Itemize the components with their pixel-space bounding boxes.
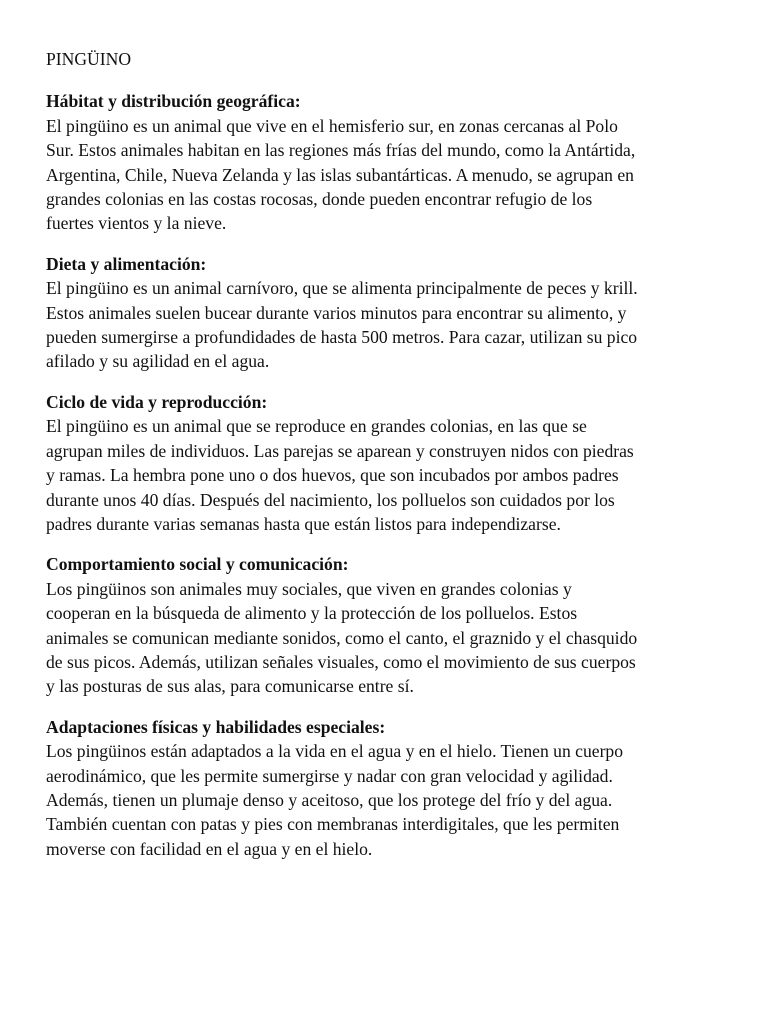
section-body: El pingüino es un animal carnívoro, que se alimenta principalmente de peces y krill. Estos animales suelen bucear durante varios minutos para encontrar su alimento, y pueden sumergirse a profundidades de hasta 500 metros. Para cazar, utilizan su pico afilado y su agilidad en el agua. [46, 278, 638, 372]
section-diet [46, 252, 736, 374]
document-title: PINGÜINO [46, 49, 132, 69]
section-heading: Dieta y alimentación: [46, 253, 207, 274]
section-adaptations [46, 715, 736, 861]
section-body: Los pingüinos están adaptados a la vida en el agua y en el hielo. Tienen un cuerpo aerodinámico, que les permite sumergirse y nadar con gran velocidad y agilidad. Además, tienen un plumaje denso y aceitoso, que los protege del frío y del agua. También cuentan con patas y pies con membranas interdigitales, que les permiten moverse con facilidad en el agua y en el hielo. [46, 741, 624, 859]
section-body: Los pingüinos son animales muy sociales, que viven en grandes colonias y cooperan en la búsqueda de alimento y la protección de los polluelos. Estos animales se comunican mediante sonidos, como el canto, el graznido y el chasquido de sus picos. Además, utilizan señales visuales, como el movimiento de sus cuerpos y las posturas de sus alas, para comunicarse entre sí. [46, 578, 638, 697]
section-body: El pingüino es un animal que se reproduce en grandes colonias, en las que se agrupan miles de individuos. Las parejas se aparean y construyen nidos con piedras y ramas. La hembra pone uno o dos huevos, que son incubados por ambos padres durante unos 40 días. Después del nacimiento, los polluelos son cuidados por los padres durante varias semanas hasta que están listos para independizarse. [46, 416, 634, 534]
section-heading: Hábitat y distribución geográfica: [46, 91, 301, 112]
document-page [46, 47, 736, 877]
section-heading: Comportamiento social y comunicación: [46, 554, 349, 575]
section-body: El pingüino es un animal que vive en el hemisferio sur, en zonas cercanas al Polo Sur. Estos animales habitan en las regiones más frías del mundo, como la Antártida, Argentina, Chile, Nueva Zelanda y las islas subantárticas. A menudo, se agrupan en grandes colonias en las costas rocosas, donde pueden encontrar refugio de los fuertes vientos y la nieve. [46, 115, 636, 234]
section-social-behavior [46, 552, 736, 698]
section-habitat [46, 89, 736, 235]
section-life-cycle [46, 390, 736, 536]
section-heading: Ciclo de vida y reproducción: [46, 391, 268, 412]
section-heading: Adaptaciones físicas y habilidades especiales: [46, 716, 386, 737]
